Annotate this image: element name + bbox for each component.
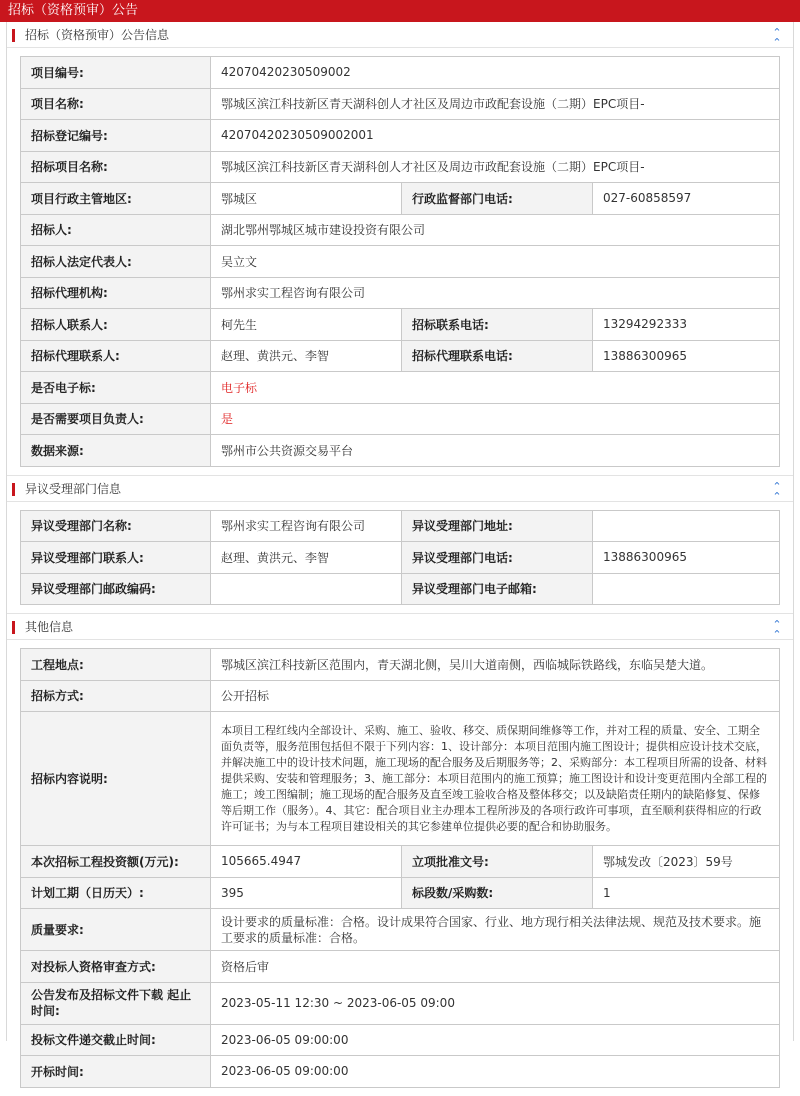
table-row <box>21 846 780 878</box>
table-row <box>21 309 780 341</box>
objection-table <box>20 510 780 606</box>
duration-value: 395 <box>211 877 402 909</box>
opening-label: 开标时间: <box>21 1056 211 1088</box>
agency-value: 鄂州求实工程咨询有限公司 <box>211 277 780 309</box>
agency-phone-value: 13886300965 <box>593 340 780 372</box>
dept-addr-value <box>593 510 780 542</box>
qualification-label: 对投标人资格审查方式: <box>21 951 211 983</box>
lots-value: 1 <box>593 877 780 909</box>
agency-contact-label: 招标代理联系人: <box>21 340 211 372</box>
publish-period-label: 公告发布及招标文件下载 起止时间: <box>21 982 211 1024</box>
table-row <box>21 712 780 846</box>
need-leader-label: 是否需要项目负责人: <box>21 403 211 435</box>
reg-no-value: 42070420230509002001 <box>211 120 780 152</box>
investment-label: 本次招标工程投资额(万元): <box>21 846 211 878</box>
supervision-phone-value: 027-60858597 <box>593 183 780 215</box>
announcement-table <box>20 56 780 467</box>
table-row <box>21 909 780 951</box>
dept-phone-label: 异议受理部门电话: <box>402 542 593 574</box>
tenderer-contact-value: 柯先生 <box>211 309 402 341</box>
dept-contact-value: 赵理、黄洪元、李智 <box>211 542 402 574</box>
table-row <box>21 88 780 120</box>
section-title-announcement: 招标（资格预审）公告信息 <box>25 28 170 42</box>
deadline-value: 2023-06-05 09:00:00 <box>211 1024 780 1056</box>
deadline-label: 投标文件递交截止时间: <box>21 1024 211 1056</box>
dept-contact-label: 异议受理部门联系人: <box>21 542 211 574</box>
table-row <box>21 542 780 574</box>
reg-no-label: 招标登记编号: <box>21 120 211 152</box>
approval-no-label: 立项批准文号: <box>402 846 593 878</box>
section-body-announcement <box>7 48 793 476</box>
section-marker <box>12 483 15 496</box>
double-chevron-up-icon[interactable]: ⌃ ⌃ <box>772 26 782 49</box>
section-marker <box>12 621 15 634</box>
legal-rep-label: 招标人法定代表人: <box>21 246 211 278</box>
duration-label: 计划工期（日历天）: <box>21 877 211 909</box>
section-header-other <box>7 614 793 640</box>
table-row <box>21 877 780 909</box>
need-leader-value: 是 <box>211 403 780 435</box>
electronic-value: 电子标 <box>211 372 780 404</box>
content-frame <box>6 22 794 1079</box>
qualification-value: 资格后审 <box>211 951 780 983</box>
project-no-label: 项目编号: <box>21 57 211 89</box>
dept-email-value <box>593 573 780 605</box>
table-row <box>21 277 780 309</box>
section-header-announcement <box>7 22 793 48</box>
section-title-other: 其他信息 <box>25 620 74 634</box>
dept-name-label: 异议受理部门名称: <box>21 510 211 542</box>
location-label: 工程地点: <box>21 649 211 681</box>
dept-postcode-label: 异议受理部门邮政编码: <box>21 573 211 605</box>
table-row <box>21 1056 780 1088</box>
table-row <box>21 214 780 246</box>
section-title-objection: 异议受理部门信息 <box>25 481 122 496</box>
table-row <box>21 951 780 983</box>
other-table <box>20 648 780 1088</box>
opening-value: 2023-06-05 09:00:00 <box>211 1056 780 1088</box>
project-name-label: 项目名称: <box>21 88 211 120</box>
section-marker <box>12 29 15 42</box>
double-chevron-up-icon[interactable]: ⌃ ⌃ <box>772 479 782 503</box>
approval-no-value: 鄂城发改〔2023〕59号 <box>593 846 780 878</box>
method-label: 招标方式: <box>21 680 211 712</box>
quality-label: 质量要求: <box>21 909 211 951</box>
electronic-label: 是否电子标: <box>21 372 211 404</box>
dept-name-value: 鄂州求实工程咨询有限公司 <box>211 510 402 542</box>
table-row <box>21 120 780 152</box>
double-chevron-up-icon[interactable]: ⌃ ⌃ <box>772 618 782 641</box>
source-value: 鄂州市公共资源交易平台 <box>211 435 780 467</box>
source-label: 数据来源: <box>21 435 211 467</box>
project-no-value: 42070420230509002 <box>211 57 780 89</box>
table-row <box>21 982 780 1024</box>
dept-phone-value: 13886300965 <box>593 542 780 574</box>
agency-label: 招标代理机构: <box>21 277 211 309</box>
investment-value: 105665.4947 <box>211 846 402 878</box>
admin-area-value: 鄂城区 <box>211 183 402 215</box>
table-row <box>21 403 780 435</box>
method-value: 公开招标 <box>211 680 780 712</box>
table-row <box>21 246 780 278</box>
page-title: 招标（资格预审）公告 <box>0 0 800 22</box>
legal-rep-value: 吴立文 <box>211 246 780 278</box>
tenderer-phone-label: 招标联系电话: <box>402 309 593 341</box>
table-row <box>21 57 780 89</box>
admin-area-label: 项目行政主管地区: <box>21 183 211 215</box>
tender-project-name-label: 招标项目名称: <box>21 151 211 183</box>
tenderer-value: 湖北鄂州鄂城区城市建设投资有限公司 <box>211 214 780 246</box>
section-body-objection <box>7 502 793 615</box>
tender-project-name-value: 鄂城区滨江科技新区青天湖科创人才社区及周边市政配套设施（二期）EPC项目- <box>211 151 780 183</box>
table-row <box>21 573 780 605</box>
table-row <box>21 649 780 681</box>
publish-period-value: 2023-05-11 12:30 ~ 2023-06-05 09:00 <box>211 982 780 1024</box>
dept-postcode-value <box>211 573 402 605</box>
supervision-phone-label: 行政监督部门电话: <box>402 183 593 215</box>
dept-email-label: 异议受理部门电子邮箱: <box>402 573 593 605</box>
section-body-other <box>7 640 793 1096</box>
table-row <box>21 510 780 542</box>
location-value: 鄂城区滨江科技新区范围内，青天湖北侧，吴川大道南侧，西临城际铁路线，东临吴楚大道。 <box>211 649 780 681</box>
table-row <box>21 680 780 712</box>
project-name-value: 鄂城区滨江科技新区青天湖科创人才社区及周边市政配套设施（二期）EPC项目- <box>211 88 780 120</box>
section-header-objection <box>7 476 793 502</box>
tenderer-phone-value: 13294292333 <box>593 309 780 341</box>
table-row <box>21 183 780 215</box>
tenderer-label: 招标人: <box>21 214 211 246</box>
lots-label: 标段数/采购数: <box>402 877 593 909</box>
quality-value: 设计要求的质量标准：合格。设计成果符合国家、行业、地方现行相关法律法规、规范及技术要求。施工要求的质量标准：合格。 <box>211 909 780 951</box>
table-row <box>21 372 780 404</box>
agency-contact-value: 赵理、黄洪元、李智 <box>211 340 402 372</box>
dept-addr-label: 异议受理部门地址: <box>402 510 593 542</box>
table-row <box>21 151 780 183</box>
table-row <box>21 340 780 372</box>
tenderer-contact-label: 招标人联系人: <box>21 309 211 341</box>
table-row <box>21 435 780 467</box>
agency-phone-label: 招标代理联系电话: <box>402 340 593 372</box>
content-value: 本项目工程红线内全部设计、采购、施工、验收、移交、质保期间维修等工作，并对工程的质量、安全、工期全面负责等，服务范围包括但不限于下列内容：1、设计部分：本项目范围内施工图设计；提供相应设计技术交底，并解决施工中的设计技术问题，施工现场的配合服务及后期服务等；2、采购部分：本工程项目所需的设备、材料提供采购、安装和管理服务；3、施工部分：本项目范围内的施工预算；施工图设计和设计变更范围内全部工程的施工；竣工图编制；施工现场的配合服务及直至竣工验收合格及整体移交；以及缺陷责任期内的缺陷修复、保修等后期工作（服务）。4、其它：配合项目业主办理本工程所涉及的各项行政许可事项，直至顺利获得相应的行政许可证书；为与本工程项目建设相关的其它参建单位提供必要的配合和协助服务。 <box>211 712 780 846</box>
content-label: 招标内容说明: <box>21 712 211 846</box>
table-row <box>21 1024 780 1056</box>
